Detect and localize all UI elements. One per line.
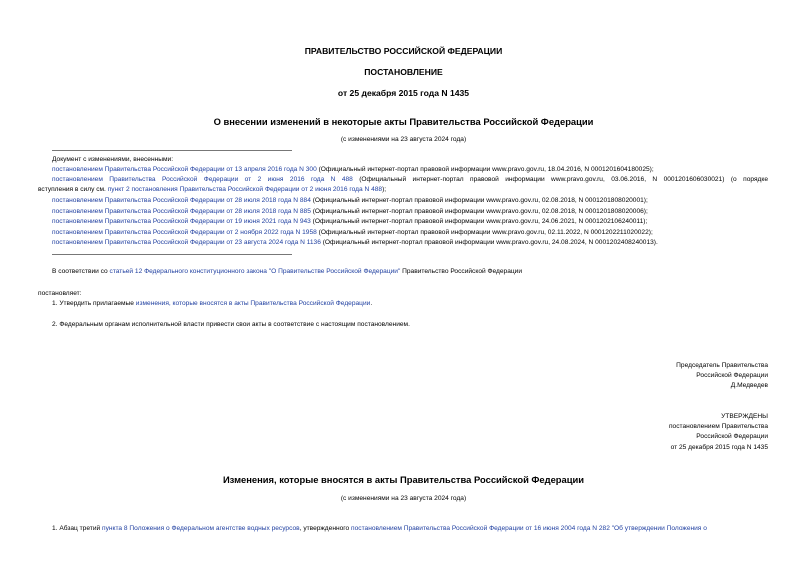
change-item xyxy=(52,166,654,173)
signature-position-2: Российской Федерации xyxy=(696,372,768,379)
change-item xyxy=(52,176,768,183)
document-type: ПОСТАНОВЛЕНИЕ xyxy=(364,67,443,77)
continuation-text: вступления в силу см. xyxy=(38,186,108,193)
change-item-continuation xyxy=(38,186,386,193)
changes-intro: Документ с изменениями, внесенными: xyxy=(52,156,174,163)
change-details: (Официальный интернет-портал правовой информации www.pravo.gov.ru, 02.08.2018, N 0001201808020001); xyxy=(310,197,648,204)
change-item xyxy=(52,218,647,225)
approved-line-4: от 25 декабря 2015 года N 1435 xyxy=(670,444,768,451)
change-link[interactable]: постановлением Правительства Российской Федерации от 19 июня 2021 года N 943 xyxy=(52,218,311,225)
approved-line-3: Российской Федерации xyxy=(696,433,768,440)
change-details: (Официальный интернет-портал правовой информации www.pravo.gov.ru, 03.06.2016, N 0001201606030021) (о порядке xyxy=(352,176,768,183)
document-title: О внесении изменений в некоторые акты Правительства Российской Федерации xyxy=(213,116,594,127)
separator-top xyxy=(52,150,292,151)
change-details: (Официальный интернет-портал правовой информации www.pravo.gov.ru, 02.08.2018, N 0001201808020006); xyxy=(310,208,648,215)
decides-label: постановляет: xyxy=(38,290,82,297)
change-link[interactable]: постановлением Правительства Российской Федерации от 28 июля 2018 года N 884 xyxy=(52,197,311,204)
change-details: (Официальный интернет-портал правовой информации www.pravo.gov.ru, 24.06.2021, N 0001202106240011); xyxy=(310,218,648,225)
government-heading: ПРАВИТЕЛЬСТВО РОССИЙСКОЙ ФЕДЕРАЦИИ xyxy=(304,46,503,56)
change-item xyxy=(52,239,658,246)
annex-title: Изменения, которые вносятся в акты Правительства Российской Федерации xyxy=(222,474,585,485)
preamble-text-end: Правительство Российской Федерации xyxy=(400,268,523,275)
approved-changes-link[interactable]: изменения, которые вносятся в акты Правительства Российской Федерации xyxy=(135,300,371,307)
clause-1-end: . xyxy=(370,300,373,307)
change-link[interactable]: постановлением Правительства Российской Федерации от 2 июня 2016 года N 488 xyxy=(52,176,353,183)
change-details: (Официальный интернет-портал правовой информации www.pravo.gov.ru, 24.08.2024, N 0001202408240013). xyxy=(320,239,658,246)
revision-note: (с изменениями на 23 августа 2024 года) xyxy=(340,136,467,143)
signature-position: Председатель Правительства xyxy=(676,362,768,369)
change-item xyxy=(52,229,653,236)
annex-clause-text-2: , утвержденного xyxy=(299,525,352,532)
annex-clause-1 xyxy=(52,525,707,532)
approved-line-2: постановлением Правительства xyxy=(668,423,768,430)
change-link[interactable]: постановлением Правительства Российской Федерации от 2 ноября 2022 года N 1958 xyxy=(52,229,317,236)
change-item xyxy=(52,208,648,215)
clause-2: 2. Федеральным органам исполнительной власти привести свои акты в соответствие с настоящим постановлением. xyxy=(52,321,410,328)
preamble-text: В соответствии со xyxy=(52,268,110,275)
preamble xyxy=(52,268,522,275)
separator-bottom xyxy=(52,254,292,255)
change-link[interactable]: постановлением Правительства Российской Федерации от 13 апреля 2016 года N 300 xyxy=(52,166,317,173)
change-link[interactable]: постановлением Правительства Российской Федерации от 28 июля 2018 года N 885 xyxy=(52,208,311,215)
change-link[interactable]: постановлением Правительства Российской Федерации от 23 августа 2024 года N 1136 xyxy=(52,239,321,246)
document-date-number: от 25 декабря 2015 года N 1435 xyxy=(337,88,470,98)
signature-name: Д.Медведев xyxy=(730,382,768,389)
regulation-link[interactable]: пункта 8 Положения о Федеральном агентстве водных ресурсов xyxy=(102,525,300,532)
entry-into-force-link[interactable]: пункт 2 постановления Правительства Российской Федерации от 2 июня 2016 года N 488 xyxy=(107,186,383,193)
law-article-link[interactable]: статьей 12 Федерального конституционного закона "О Правительстве Российской Федерации" xyxy=(109,268,401,275)
annex-revision: (с изменениями на 23 августа 2024 года) xyxy=(340,495,467,502)
approved-stamp: УТВЕРЖДЕНЫ xyxy=(721,413,768,420)
annex-clause-text: 1. Абзац третий xyxy=(52,525,103,532)
resolution-link[interactable]: постановлением Правительства Российской Федерации от 16 июня 2004 года N 282 "Об утверждении Положения о xyxy=(351,525,707,532)
clause-1 xyxy=(52,300,372,307)
change-item xyxy=(52,197,648,204)
change-details: (Официальный интернет-портал правовой информации www.pravo.gov.ru, 02.11.2022, N 0001202211020022); xyxy=(316,229,653,236)
clause-1-text: 1. Утвердить прилагаемые xyxy=(52,300,136,307)
change-details: (Официальный интернет-портал правовой информации www.pravo.gov.ru, 18.04.2016, N 0001201604180025); xyxy=(316,166,654,173)
continuation-end: ); xyxy=(382,186,387,193)
